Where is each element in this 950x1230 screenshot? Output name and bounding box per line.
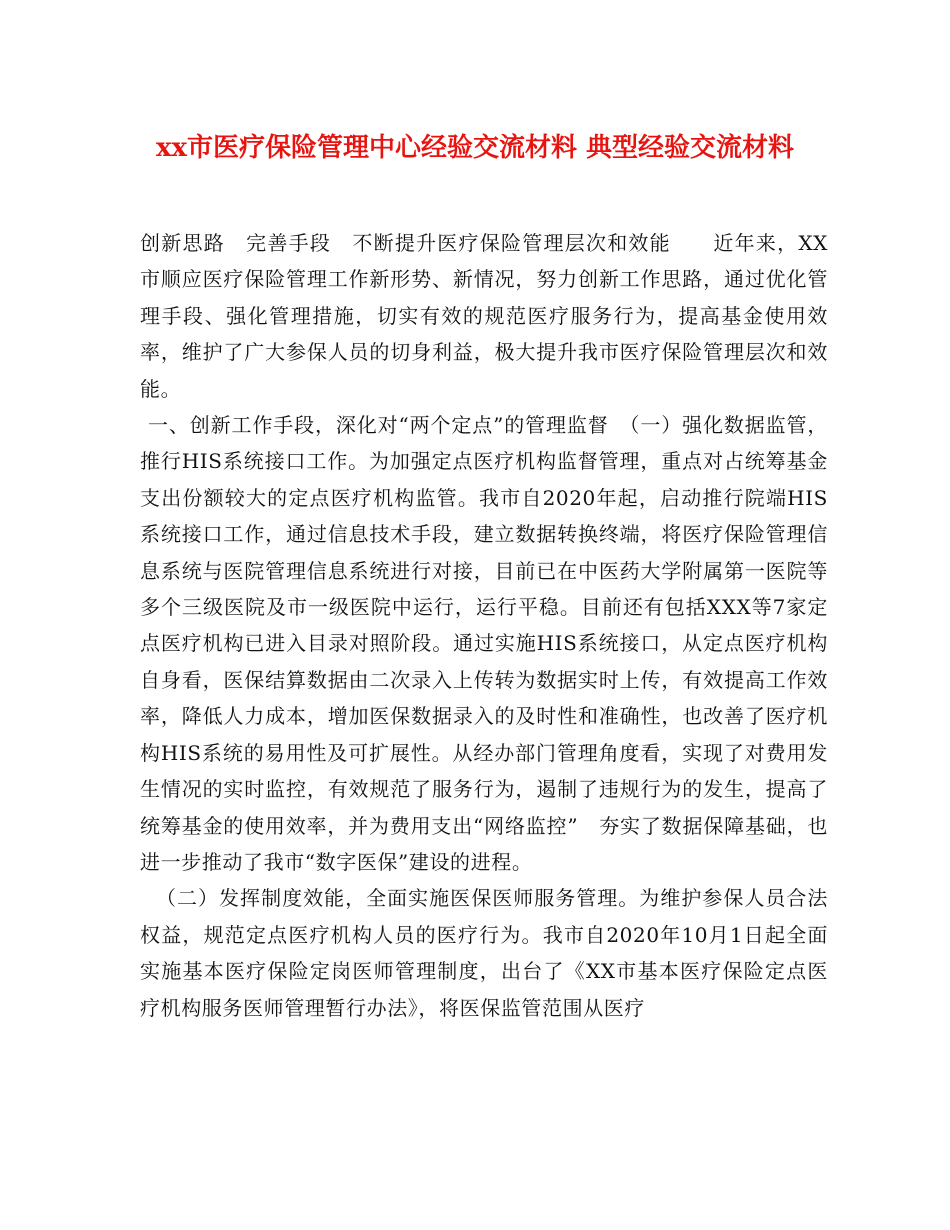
paragraph-intro: 创新思路 完善手段 不断提升医疗保险管理层次和效能 近年来，XX市顺应医疗保险管理工作新形势、新情况，努力创新工作思路，通过优化管理手段、强化管理措施，切实有效的规范医疗服务行为，提高基金使用效率，维护了广大参保人员的切身利益，极大提升我市医疗保险管理层次和效能。 [140, 231, 828, 401]
paragraph-section-one: 一、创新工作手段，深化对“两个定点”的管理监督 （一）强化数据监管，推行HIS系统接口工作。为加强定点医疗机构监督管理，重点对占统筹基金支出份额较大的定点医疗机构监管。我市自2020年起，启动推行院端HIS系统接口工作，通过信息技术手段，建立数据转换终端，将医疗保险管理信息系统与医院管理信息系统进行对接，目前已在中医药大学附属第一医院等多个三级医院及市一级医院中运行，运行平稳。目前还有包括XXX等7家定点医疗机构已进入目录对照阶段。通过实施HIS系统接口，从定点医疗机构自身看，医保结算数据由二次录入上传转为数据实时上传，有效提高工作效率，降低人力成本，增加医保数据录入的及时性和准确性，也改善了医疗机构HIS系统的易用性及可扩展性。从经办部门管理角度看，实现了对费用发生情况的实时监控，有效规范了服务行为，遏制了违规行为的发生，提高了统筹基金的使用效率，并为费用支出“网络监控” 夯实了数据保障基础，也进一步推动了我市“数字医保”建设的进程。 [140, 413, 828, 874]
paragraph-section-two: （二）发挥制度效能，全面实施医保医师服务管理。为维护参保人员合法权益，规范定点医疗机构人员的医疗行为。我市自2020年10月1日起全面实施基本医疗保险定岗医师管理制度，出台了《XX市基本医疗保险定点医疗机构服务医师管理暂行办法》，将医保监管范围从医疗 [140, 886, 828, 1020]
document-title: xx市医疗保险管理中心经验交流材料 典型经验交流材料 [155, 133, 795, 163]
document-body [140, 225, 828, 1026]
